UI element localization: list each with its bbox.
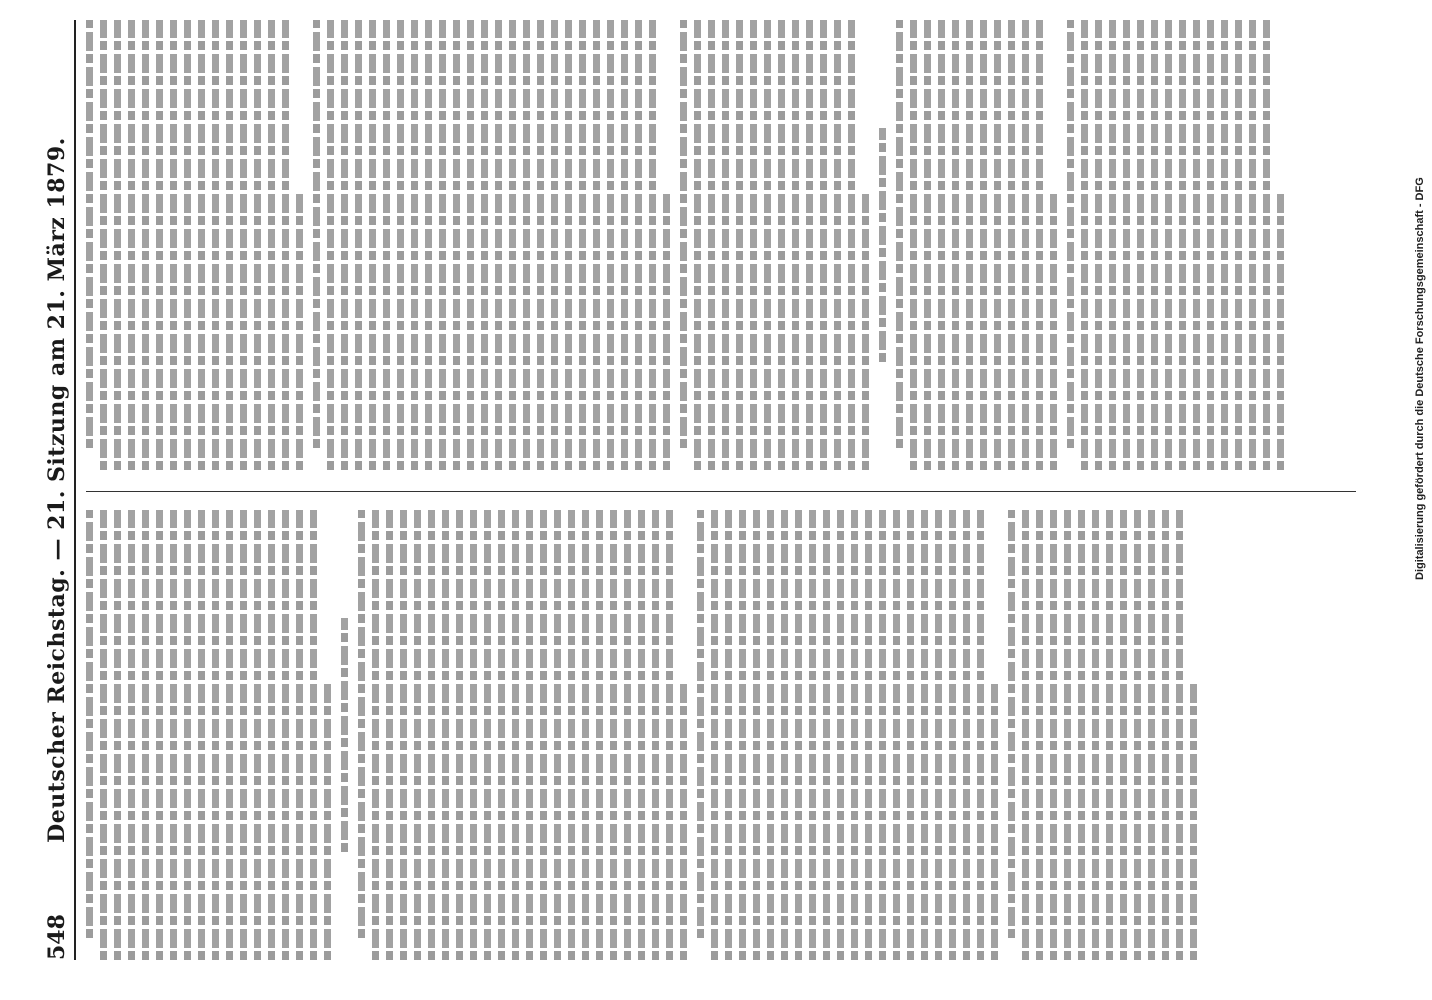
text-line <box>470 510 477 960</box>
text-line <box>268 20 275 470</box>
text-line <box>680 20 687 448</box>
text-line <box>226 20 233 470</box>
text-line <box>551 20 558 470</box>
text-line <box>198 510 205 960</box>
text-line <box>1190 681 1197 960</box>
text-line <box>240 20 247 470</box>
text-line <box>624 510 631 960</box>
text-line <box>991 681 998 960</box>
text-line <box>753 510 760 960</box>
text-line <box>1235 20 1242 470</box>
text-line <box>442 510 449 960</box>
text-line <box>1036 20 1043 470</box>
dfg-notice: Digitalisierung gefördert durch die Deutsche Forschungsgemeinschaft - DFG <box>1414 177 1426 580</box>
text-line <box>355 20 362 470</box>
text-line <box>296 510 303 960</box>
text-line <box>128 20 135 470</box>
text-line <box>184 510 191 960</box>
text-line <box>1050 510 1057 960</box>
text-line <box>593 20 600 470</box>
text-line <box>666 510 673 960</box>
text-line <box>467 20 474 470</box>
text-line <box>980 20 987 470</box>
text-line <box>1123 20 1130 470</box>
text-line <box>327 20 334 470</box>
text-line <box>795 510 802 960</box>
text-line <box>792 20 799 470</box>
text-line <box>722 20 729 470</box>
text-line <box>226 510 233 960</box>
text-line <box>907 510 914 960</box>
text-line <box>425 20 432 470</box>
text-line <box>268 510 275 960</box>
text-line <box>680 681 687 960</box>
text-line <box>170 510 177 960</box>
text-line <box>414 510 421 960</box>
column-right <box>86 20 1356 470</box>
text-line <box>184 20 191 470</box>
text-line <box>952 20 959 470</box>
text-line <box>837 510 844 960</box>
text-line <box>736 20 743 470</box>
text-line <box>1078 510 1085 960</box>
illegible-paragraph <box>697 510 998 960</box>
text-line <box>1165 20 1172 470</box>
text-line <box>694 20 701 470</box>
text-line <box>341 20 348 470</box>
illegible-paragraph <box>1008 510 1197 960</box>
text-line <box>935 510 942 960</box>
text-line <box>114 510 121 960</box>
text-line <box>100 510 107 960</box>
text-line <box>767 510 774 960</box>
text-line <box>358 510 365 938</box>
text-line <box>509 20 516 470</box>
text-line <box>282 20 289 470</box>
text-line <box>156 510 163 960</box>
text-line <box>1148 510 1155 960</box>
text-line <box>310 510 317 960</box>
text-line <box>324 681 331 960</box>
column-left <box>86 510 1356 960</box>
text-line <box>607 20 614 470</box>
text-line <box>86 20 93 448</box>
illegible-paragraph <box>358 510 687 960</box>
text-line <box>781 510 788 960</box>
illegible-paragraph <box>313 20 670 470</box>
illegible-paragraph <box>680 20 869 470</box>
text-line <box>1249 20 1256 470</box>
text-line <box>820 20 827 470</box>
document-page <box>20 0 1380 990</box>
text-line <box>523 20 530 470</box>
text-line <box>540 510 547 960</box>
text-line <box>848 20 855 470</box>
text-line <box>697 510 704 938</box>
text-line <box>806 20 813 470</box>
text-line <box>142 20 149 470</box>
text-line <box>1277 191 1284 470</box>
text-line <box>128 510 135 960</box>
text-line <box>1193 20 1200 470</box>
text-line <box>369 20 376 470</box>
column-divider <box>86 491 1356 492</box>
illegible-paragraph <box>86 20 303 470</box>
running-header <box>42 20 76 960</box>
text-line <box>1151 20 1158 470</box>
text-line <box>652 510 659 960</box>
text-line <box>254 510 261 960</box>
running-title: Deutscher Reichstag. — 21. Sitzung am 21. März 1879. <box>44 137 70 843</box>
text-line <box>778 20 785 470</box>
text-line <box>212 510 219 960</box>
text-line <box>663 191 670 470</box>
text-line <box>1106 510 1113 960</box>
text-line <box>1067 20 1074 448</box>
text-line <box>865 510 872 960</box>
page-number: 548 <box>44 914 70 960</box>
text-line <box>254 20 261 470</box>
text-line <box>750 20 757 470</box>
text-line <box>1137 20 1144 470</box>
text-line <box>764 20 771 470</box>
text-line <box>862 191 869 470</box>
text-line <box>554 510 561 960</box>
text-line <box>938 20 945 470</box>
text-line <box>341 618 348 852</box>
text-line <box>156 20 163 470</box>
text-line <box>1134 510 1141 960</box>
text-line <box>568 510 575 960</box>
text-line <box>977 510 984 960</box>
text-line <box>1050 191 1057 470</box>
text-line <box>296 191 303 470</box>
text-line <box>498 510 505 960</box>
text-line <box>313 20 320 448</box>
text-line <box>1064 510 1071 960</box>
text-line <box>1008 510 1015 938</box>
text-line <box>924 20 931 470</box>
text-line <box>397 20 404 470</box>
text-line <box>114 20 121 470</box>
text-line <box>1109 20 1116 470</box>
text-line <box>512 510 519 960</box>
text-line <box>879 128 886 362</box>
text-line <box>879 510 886 960</box>
text-line <box>1036 510 1043 960</box>
text-line <box>484 510 491 960</box>
illegible-paragraph <box>896 20 1057 470</box>
text-line <box>910 20 917 470</box>
text-line <box>282 510 289 960</box>
text-line <box>411 20 418 470</box>
text-line <box>966 20 973 470</box>
text-line <box>949 510 956 960</box>
text-line <box>372 510 379 960</box>
text-line <box>635 20 642 470</box>
text-line <box>240 510 247 960</box>
text-line <box>1081 20 1088 470</box>
text-line <box>526 510 533 960</box>
text-line <box>495 20 502 470</box>
text-line <box>1207 20 1214 470</box>
text-line <box>1022 510 1029 960</box>
text-line <box>1008 20 1015 470</box>
text-line <box>1022 20 1029 470</box>
text-line <box>1221 20 1228 470</box>
text-line <box>1162 510 1169 960</box>
text-line <box>212 20 219 470</box>
text-line <box>481 20 488 470</box>
text-line <box>400 510 407 960</box>
text-line <box>428 510 435 960</box>
illegible-paragraph <box>341 510 348 960</box>
text-line <box>638 510 645 960</box>
text-line <box>725 510 732 960</box>
text-line <box>711 510 718 960</box>
text-line <box>809 510 816 960</box>
text-line <box>439 20 446 470</box>
text-line <box>921 510 928 960</box>
illegible-paragraph <box>879 20 886 470</box>
text-line <box>596 510 603 960</box>
text-line <box>1095 20 1102 470</box>
text-line <box>383 20 390 470</box>
text-line <box>649 20 656 470</box>
illegible-paragraph <box>1067 20 1284 470</box>
illegible-paragraph <box>86 510 331 960</box>
text-line <box>739 510 746 960</box>
text-line <box>582 510 589 960</box>
text-line <box>1263 20 1270 470</box>
text-line <box>565 20 572 470</box>
text-line <box>893 510 900 960</box>
text-line <box>610 510 617 960</box>
text-line <box>896 20 903 448</box>
text-line <box>851 510 858 960</box>
text-line <box>994 20 1001 470</box>
text-line <box>386 510 393 960</box>
text-line <box>1179 20 1186 470</box>
text-line <box>86 510 93 938</box>
text-line <box>453 20 460 470</box>
text-line <box>963 510 970 960</box>
text-line <box>456 510 463 960</box>
text-line <box>1092 510 1099 960</box>
text-line <box>579 20 586 470</box>
text-line <box>1176 510 1183 960</box>
text-line <box>823 510 830 960</box>
text-line <box>834 20 841 470</box>
text-line <box>537 20 544 470</box>
text-line <box>621 20 628 470</box>
text-line <box>170 20 177 470</box>
text-line <box>708 20 715 470</box>
text-line <box>142 510 149 960</box>
text-line <box>100 20 107 470</box>
text-line <box>198 20 205 470</box>
text-line <box>1120 510 1127 960</box>
